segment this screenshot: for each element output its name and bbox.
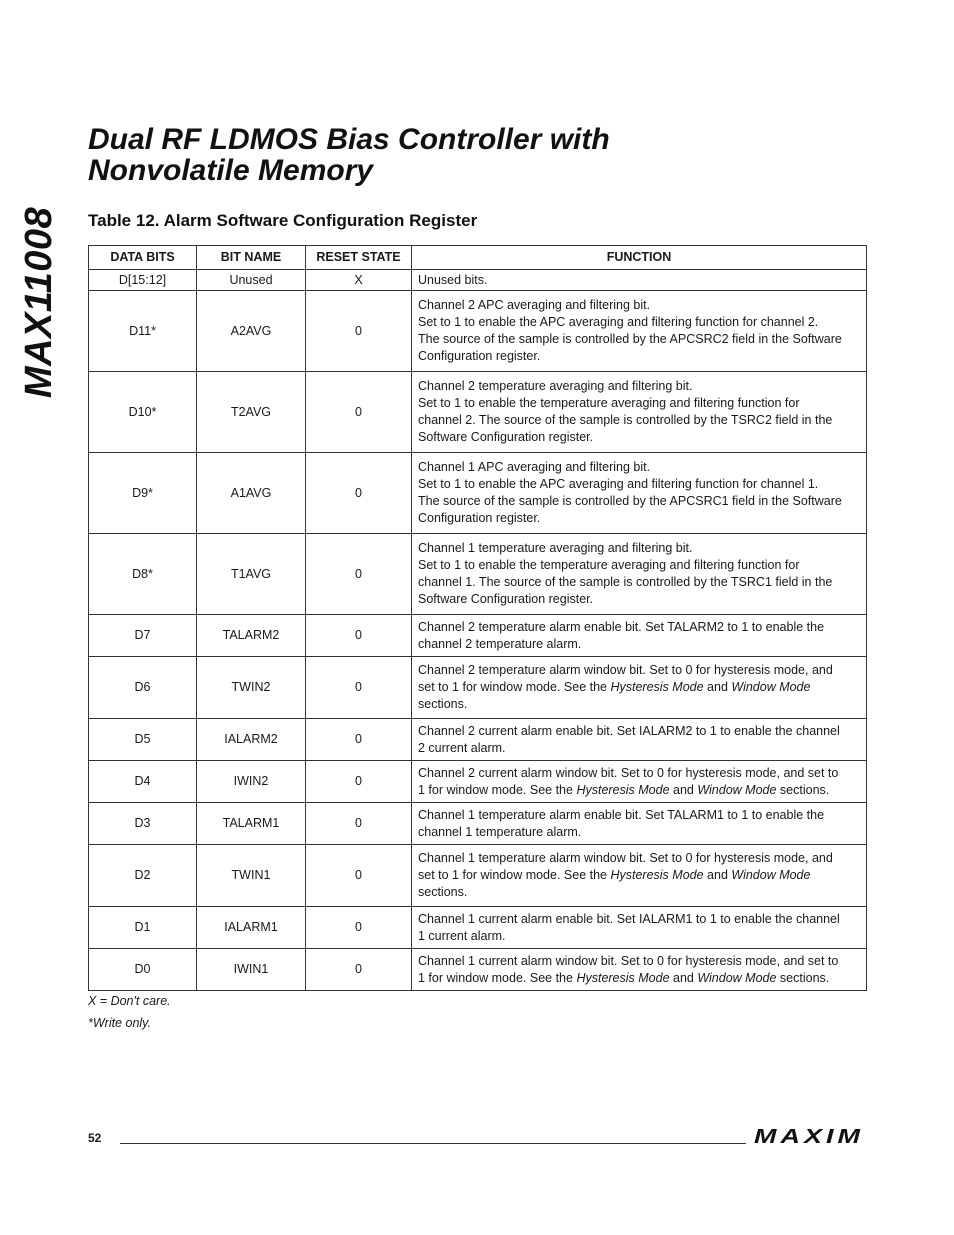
logo-text: MAXIM [754,1126,864,1146]
function-line: Channel 1 temperature alarm window bit. Set to 0 for hysteresis mode, and [418,851,833,865]
cell-bit-name: IWIN1 [197,949,306,991]
header-bit-name: BIT NAME [197,246,306,270]
cell-function [412,803,867,845]
document-title [88,124,610,186]
function-text: and [703,680,732,694]
side-product-label [10,206,70,398]
cell-reset-state: 0 [306,534,412,615]
hysteresis-mode-ref: Hysteresis Mode [610,680,704,694]
function-line: The source of the sample is controlled by the APCSRC1 field in the Software [418,494,842,508]
function-line: Channel 2 current alarm enable bit. Set IALARM2 to 1 to enable the channel [418,723,840,738]
function-line: Channel 1 current alarm enable bit. Set IALARM1 to 1 to enable the channel [418,911,840,926]
function-line: Channel 1 temperature averaging and filtering bit. [418,541,693,555]
register-table [88,245,867,991]
function-line [418,970,860,987]
cell-function [412,372,867,453]
function-line: sections. [418,885,468,899]
header-function: FUNCTION [412,246,867,270]
maxim-logo [754,1126,866,1146]
table-row [89,453,867,534]
side-label-text: MAX11008 [18,206,61,398]
cell-data-bits: D5 [89,719,197,761]
header-data-bits: DATA BITS [89,246,197,270]
function-line: 1 current alarm. [418,928,506,943]
function-line [418,782,860,799]
cell-bit-name: A1AVG [197,453,306,534]
note-dont-care: X = Don't care. [88,994,171,1008]
function-line: Configuration register. [418,511,541,525]
function-text: sections. [776,970,830,985]
cell-reset-state: 0 [306,719,412,761]
function-text: sections. [776,782,830,797]
function-line: Channel 2 temperature alarm window bit. Set to 0 for hysteresis mode, and [418,663,833,677]
hysteresis-mode-ref: Hysteresis Mode [576,970,670,985]
cell-bit-name: Unused [197,270,306,291]
cell-function [412,949,867,991]
function-line [418,679,860,696]
cell-reset-state: 0 [306,453,412,534]
cell-reset-state: 0 [306,372,412,453]
function-line: Set to 1 to enable the APC averaging and filtering function for channel 1. [418,477,819,491]
cell-data-bits: D8* [89,534,197,615]
cell-bit-name: TALARM1 [197,803,306,845]
hysteresis-mode-ref: Hysteresis Mode [610,868,704,882]
cell-data-bits: D6 [89,657,197,719]
footer-divider [120,1143,746,1144]
function-line: Set to 1 to enable the temperature averaging and filtering function for [418,396,800,410]
function-line: The source of the sample is controlled by the APCSRC2 field in the Software [418,332,842,346]
header-reset-state: RESET STATE [306,246,412,270]
function-line: sections. [418,697,468,711]
table-row [89,949,867,991]
cell-bit-name: A2AVG [197,291,306,372]
cell-bit-name: IWIN2 [197,761,306,803]
function-line: channel 1. The source of the sample is controlled by the TSRC1 field in the [418,575,833,589]
cell-bit-name: T1AVG [197,534,306,615]
function-line: channel 1 temperature alarm. [418,824,582,839]
cell-data-bits: D4 [89,761,197,803]
cell-data-bits: D3 [89,803,197,845]
cell-bit-name: TWIN1 [197,845,306,907]
cell-data-bits: D9* [89,453,197,534]
function-line: 2 current alarm. [418,740,506,755]
cell-reset-state: 0 [306,291,412,372]
cell-function [412,615,867,657]
table-row [89,657,867,719]
cell-bit-name: TWIN2 [197,657,306,719]
function-line: Channel 1 APC averaging and filtering bit. [418,460,651,474]
table-row [89,761,867,803]
document-title-line-2: Nonvolatile Memory [88,154,374,187]
cell-data-bits: D0 [89,949,197,991]
function-line: Channel 2 temperature alarm enable bit. Set TALARM2 to 1 to enable the [418,619,825,634]
cell-bit-name: T2AVG [197,372,306,453]
function-line: Software Configuration register. [418,430,594,444]
function-line: Channel 2 current alarm window bit. Set to 0 for hysteresis mode, and set to [418,765,839,780]
table-header-row [89,246,867,270]
function-line: channel 2 temperature alarm. [418,636,582,651]
function-text: 1 for window mode. See the [418,970,577,985]
cell-data-bits: D2 [89,845,197,907]
cell-bit-name: IALARM2 [197,719,306,761]
table-row [89,615,867,657]
function-text: set to 1 for window mode. See the [418,680,611,694]
cell-data-bits: D[15:12] [89,270,197,291]
table-row [89,534,867,615]
maxim-logo-icon [754,1126,866,1146]
function-line: Channel 1 current alarm window bit. Set to 0 for hysteresis mode, and set to [418,953,839,968]
function-text: set to 1 for window mode. See the [418,868,611,882]
function-line: Channel 2 temperature averaging and filtering bit. [418,379,693,393]
function-line: channel 2. The source of the sample is controlled by the TSRC2 field in the [418,413,833,427]
function-line [418,867,860,884]
cell-function [412,657,867,719]
cell-function [412,845,867,907]
window-mode-ref: Window Mode [697,782,777,797]
window-mode-ref: Window Mode [731,868,811,882]
table-row [89,372,867,453]
window-mode-ref: Window Mode [731,680,811,694]
function-line: Software Configuration register. [418,592,594,606]
table-title: Table 12. Alarm Software Configuration Register [88,211,478,230]
table-row [89,907,867,949]
hysteresis-mode-ref: Hysteresis Mode [576,782,670,797]
cell-data-bits: D1 [89,907,197,949]
function-line: Set to 1 to enable the temperature averaging and filtering function for [418,558,800,572]
cell-bit-name: TALARM2 [197,615,306,657]
cell-function [412,534,867,615]
cell-bit-name: IALARM1 [197,907,306,949]
cell-function [412,907,867,949]
cell-data-bits: D11* [89,291,197,372]
cell-data-bits: D10* [89,372,197,453]
cell-reset-state: 0 [306,803,412,845]
function-line: Channel 2 APC averaging and filtering bit. [418,298,651,312]
function-text: Unused bits. [418,272,488,287]
cell-function [412,453,867,534]
cell-reset-state: 0 [306,657,412,719]
table-row [89,845,867,907]
cell-data-bits: D7 [89,615,197,657]
cell-function [412,270,867,291]
cell-reset-state: 0 [306,845,412,907]
table-row [89,719,867,761]
cell-function [412,761,867,803]
cell-reset-state: 0 [306,761,412,803]
function-line: Configuration register. [418,349,541,363]
table-row [89,270,867,291]
document-title-line-1: Dual RF LDMOS Bias Controller with [88,123,610,156]
table-notes [88,990,171,1034]
cell-function [412,719,867,761]
function-text: and [669,782,698,797]
note-write-only: *Write only. [88,1016,151,1030]
cell-reset-state: X [306,270,412,291]
function-text: and [703,868,732,882]
cell-reset-state: 0 [306,949,412,991]
cell-reset-state: 0 [306,907,412,949]
page-number: 52 [88,1131,102,1145]
function-line: Channel 1 temperature alarm enable bit. Set TALARM1 to 1 to enable the [418,807,825,822]
function-text: and [669,970,698,985]
window-mode-ref: Window Mode [697,970,777,985]
function-line: Set to 1 to enable the APC averaging and filtering function for channel 2. [418,315,819,329]
table-row [89,803,867,845]
table-row [89,291,867,372]
function-text: 1 for window mode. See the [418,782,577,797]
cell-reset-state: 0 [306,615,412,657]
cell-function [412,291,867,372]
